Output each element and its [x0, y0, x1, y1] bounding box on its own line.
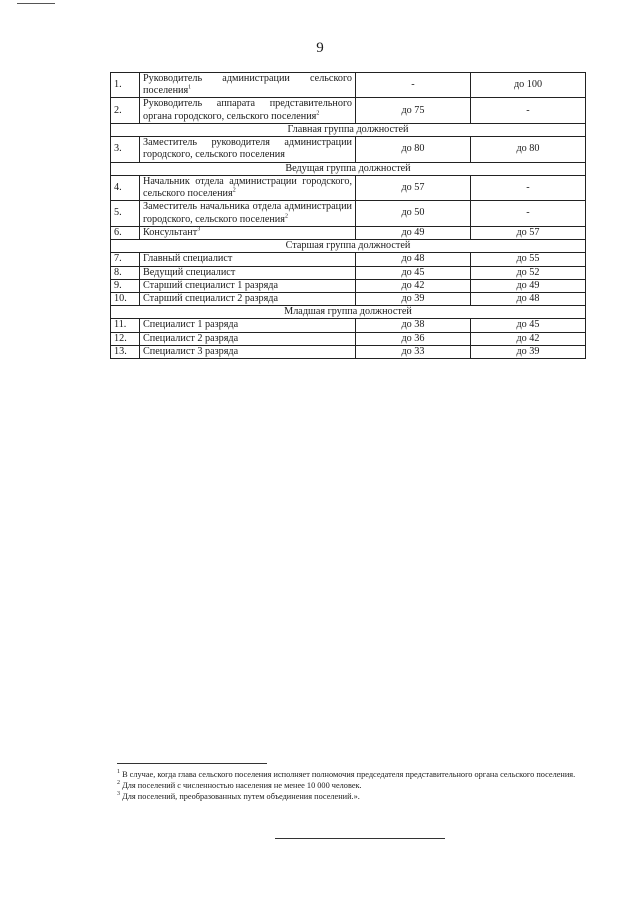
footnote-mark: 2 [117, 780, 120, 787]
value-col2: до 57 [471, 226, 586, 239]
table-row [111, 98, 586, 123]
row-number: 6. [111, 226, 140, 239]
value-col2: до 52 [471, 266, 586, 279]
value-col2: до 45 [471, 319, 586, 332]
value-col2: до 80 [471, 137, 586, 162]
position-name-cell [140, 266, 356, 279]
table-row [111, 319, 586, 332]
table-row [111, 175, 586, 200]
group-title: Младшая группа должностей [111, 306, 586, 319]
group-title: Главная группа должностей [111, 123, 586, 136]
footnote-ref: 2 [316, 110, 320, 117]
table-row [111, 137, 586, 162]
row-number: 12. [111, 332, 140, 345]
footnote-ref: 1 [188, 84, 192, 91]
position-name-cell [140, 175, 356, 200]
value-col1: до 36 [356, 332, 471, 345]
position-name: Специалист 2 разряда [143, 332, 239, 344]
row-number: 2. [111, 98, 140, 123]
value-col1: до 75 [356, 98, 471, 123]
row-number: 5. [111, 201, 140, 226]
position-name-cell [140, 345, 356, 358]
position-name-cell [140, 73, 356, 98]
position-name-cell [140, 226, 356, 239]
value-col2: до 42 [471, 332, 586, 345]
position-name: Руководитель аппарата представительного органа городского, сельского поселения [143, 98, 352, 122]
footnote-mark: 3 [117, 790, 120, 797]
footnote-mark: 1 [117, 769, 120, 776]
row-number: 3. [111, 137, 140, 162]
row-number: 9. [111, 279, 140, 292]
table-row [111, 292, 586, 305]
table-row [111, 266, 586, 279]
position-name: Специалист 3 разряда [143, 345, 239, 357]
position-name: Начальник отдела администрации городского, сельского поселения [143, 175, 352, 200]
value-col2: до 100 [471, 73, 586, 98]
footnote-text: Для поселений, преобразованных путем объединения поселений.». [122, 791, 360, 801]
table-row [111, 201, 586, 226]
group-header-row [111, 162, 586, 175]
table-row [111, 279, 586, 292]
value-col1: до 48 [356, 253, 471, 266]
value-col2: до 39 [471, 345, 586, 358]
table-row [111, 253, 586, 266]
value-col2: до 48 [471, 292, 586, 305]
value-col1: до 33 [356, 345, 471, 358]
position-name-cell [140, 201, 356, 226]
value-col2: - [471, 98, 586, 123]
position-name: Старший специалист 1 разряда [143, 279, 278, 291]
salary-table-body [111, 73, 586, 359]
footnote [117, 792, 597, 803]
footnote-text: Для поселений с численностью населения не менее 10 000 человек. [122, 780, 362, 790]
table-row [111, 226, 586, 239]
value-col2: - [471, 175, 586, 200]
end-rule [275, 838, 445, 839]
group-title: Старшая группа должностей [111, 240, 586, 253]
footnote-ref: 3 [197, 226, 201, 233]
group-header-row [111, 240, 586, 253]
position-name-cell [140, 292, 356, 305]
position-name-cell [140, 253, 356, 266]
position-name-cell [140, 98, 356, 123]
group-title: Ведущая группа должностей [111, 162, 586, 175]
row-number: 7. [111, 253, 140, 266]
footnote-ref: 2 [284, 213, 288, 220]
row-number: 13. [111, 345, 140, 358]
footnotes [117, 770, 597, 802]
footnote-text: В случае, когда глава сельского поселения исполняет полномочия председателя представительного органа сельского поселения. [122, 770, 576, 779]
position-name: Специалист 1 разряда [143, 319, 239, 331]
group-header-row [111, 306, 586, 319]
value-col1: до 57 [356, 175, 471, 200]
row-number: 4. [111, 175, 140, 200]
footnote [117, 781, 597, 792]
value-col1: до 50 [356, 201, 471, 226]
position-name: Заместитель начальника отдела администрации городского, сельского поселения [143, 201, 352, 225]
position-name: Заместитель руководителя администрации городского, сельского поселения [143, 137, 352, 161]
page-number: 9 [316, 40, 324, 56]
value-col1: до 80 [356, 137, 471, 162]
value-col1: до 49 [356, 226, 471, 239]
position-name-cell [140, 332, 356, 345]
position-name: Консультант [143, 226, 198, 238]
row-number: 11. [111, 319, 140, 332]
value-col1: до 42 [356, 279, 471, 292]
row-number: 10. [111, 292, 140, 305]
top-left-rule [17, 3, 55, 4]
position-name-cell [140, 279, 356, 292]
value-col1: - [356, 73, 471, 98]
value-col2: до 55 [471, 253, 586, 266]
salary-table [110, 72, 586, 359]
position-name: Руководитель администрации сельского поселения [143, 73, 352, 97]
group-header-row [111, 123, 586, 136]
position-name-cell [140, 137, 356, 162]
value-col2: до 49 [471, 279, 586, 292]
table-row [111, 332, 586, 345]
table-row [111, 73, 586, 98]
table-row [111, 345, 586, 358]
value-col1: до 45 [356, 266, 471, 279]
row-number: 1. [111, 73, 140, 98]
position-name: Старший специалист 2 разряда [143, 292, 278, 304]
position-name: Главный специалист [143, 253, 233, 265]
footnote [117, 770, 597, 781]
position-name-cell [140, 319, 356, 332]
value-col1: до 39 [356, 292, 471, 305]
footnote-separator [117, 763, 267, 764]
footnote-ref: 2 [232, 187, 236, 194]
value-col1: до 38 [356, 319, 471, 332]
value-col2: - [471, 201, 586, 226]
row-number: 8. [111, 266, 140, 279]
position-name: Ведущий специалист [143, 266, 236, 278]
